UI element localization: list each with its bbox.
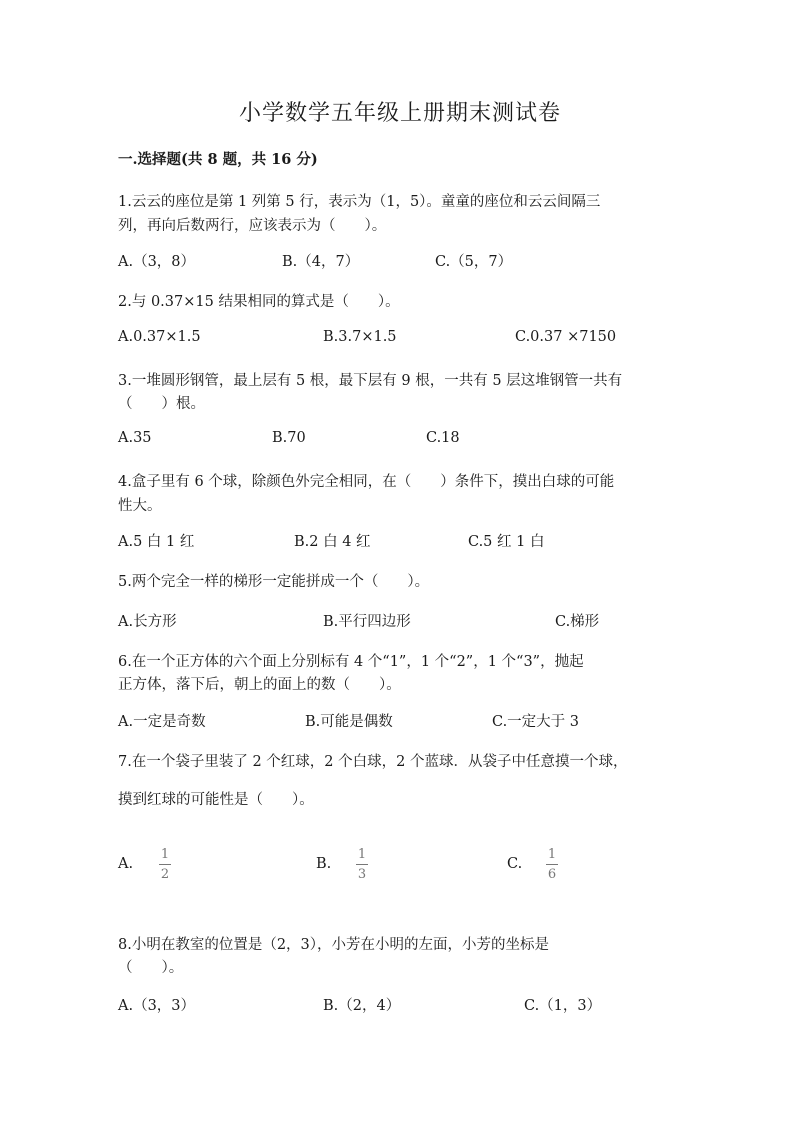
question-1-option-b: B.（4，7） <box>282 254 360 270</box>
fraction-numerator: 1 <box>160 847 170 862</box>
question-6-option-b: B.可能是偶数 <box>305 714 393 730</box>
question-1-option-c: C.（5，7） <box>435 254 513 270</box>
fraction-one-half <box>159 848 171 881</box>
question-1-line-2: 列，再向后数两行，应该表示为（ ）。 <box>118 218 387 234</box>
question-1-option-a: A.（3，8） <box>118 254 196 270</box>
question-4-option-c: C.5 红 1 白 <box>468 534 545 550</box>
question-5-option-a: A.长方形 <box>118 614 177 630</box>
fraction-denominator: 3 <box>357 867 367 882</box>
section-heading: 一.选择题(共 8 题，共 16 分) <box>118 151 318 168</box>
question-5-option-c: C.梯形 <box>555 614 600 630</box>
question-6-line-1: 6.在一个正方体的六个面上分别标有 4 个“1”，1 个“2”，1 个“3”，抛起 <box>118 654 584 670</box>
question-7-option-b: B. <box>316 856 332 872</box>
fraction-numerator: 1 <box>547 847 557 862</box>
question-8-option-b: B.（2，4） <box>323 998 401 1014</box>
fraction-denominator: 6 <box>547 867 557 882</box>
question-4-option-a: A.5 白 1 红 <box>118 534 195 550</box>
question-1-line-1: 1.云云的座位是第 1 列第 5 行，表示为（1，5）。童童的座位和云云间隔三 <box>118 194 601 210</box>
question-8-option-c: C.（1，3） <box>524 998 602 1014</box>
fraction-bar <box>546 864 558 865</box>
question-3-line-2: （ ）根。 <box>118 396 205 412</box>
question-6-option-a: A.一定是奇数 <box>118 714 206 730</box>
fraction-one-sixth <box>546 848 558 881</box>
fraction-one-third <box>356 848 368 881</box>
question-2-option-b: B.3.7×1.5 <box>323 329 397 345</box>
question-6-line-2: 正方体，落下后，朝上的面上的数（ ）。 <box>118 677 401 693</box>
question-3-line-1: 3.一堆圆形钢管，最上层有 5 根，最下层有 9 根，一共有 5 层这堆钢管一共有 <box>118 373 623 389</box>
question-8-option-a: A.（3，3） <box>118 998 196 1014</box>
question-7-option-c: C. <box>507 856 523 872</box>
question-7-line-2: 摸到红球的可能性是（ ）。 <box>118 792 314 808</box>
fraction-bar <box>159 864 171 865</box>
question-7-option-a: A. <box>118 856 134 872</box>
question-2-option-a: A.0.37×1.5 <box>118 329 201 345</box>
fraction-denominator: 2 <box>160 867 170 882</box>
page-title: 小学数学五年级上册期末测试卷 <box>238 101 561 126</box>
question-3-option-a: A.35 <box>118 430 152 446</box>
question-2-option-c: C.0.37 ×7150 <box>515 329 617 345</box>
question-7-line-1: 7.在一个袋子里装了 2 个红球，2 个白球，2 个蓝球．从袋子中任意摸一个球， <box>118 754 628 770</box>
question-3-option-c: C.18 <box>426 430 460 446</box>
fraction-numerator: 1 <box>357 847 367 862</box>
question-4-line-2: 性大。 <box>118 498 162 514</box>
question-6-option-c: C.一定大于 3 <box>492 714 580 730</box>
question-4-line-1: 4.盒子里有 6 个球，除颜色外完全相同，在（ ）条件下，摸出白球的可能 <box>118 474 615 490</box>
question-4-option-b: B.2 白 4 红 <box>294 534 371 550</box>
question-8-line-1: 8.小明在教室的位置是（2，3），小芳在小明的左面，小芳的坐标是 <box>118 937 550 953</box>
question-2-line-1: 2.与 0.37×15 结果相同的算式是（ ）。 <box>118 294 400 310</box>
question-5-option-b: B.平行四边形 <box>323 614 411 630</box>
question-5-line-1: 5.两个完全一样的梯形一定能拼成一个（ ）。 <box>118 574 430 590</box>
question-3-option-b: B.70 <box>272 430 306 446</box>
fraction-bar <box>356 864 368 865</box>
question-8-line-2: （ ）。 <box>118 960 184 976</box>
